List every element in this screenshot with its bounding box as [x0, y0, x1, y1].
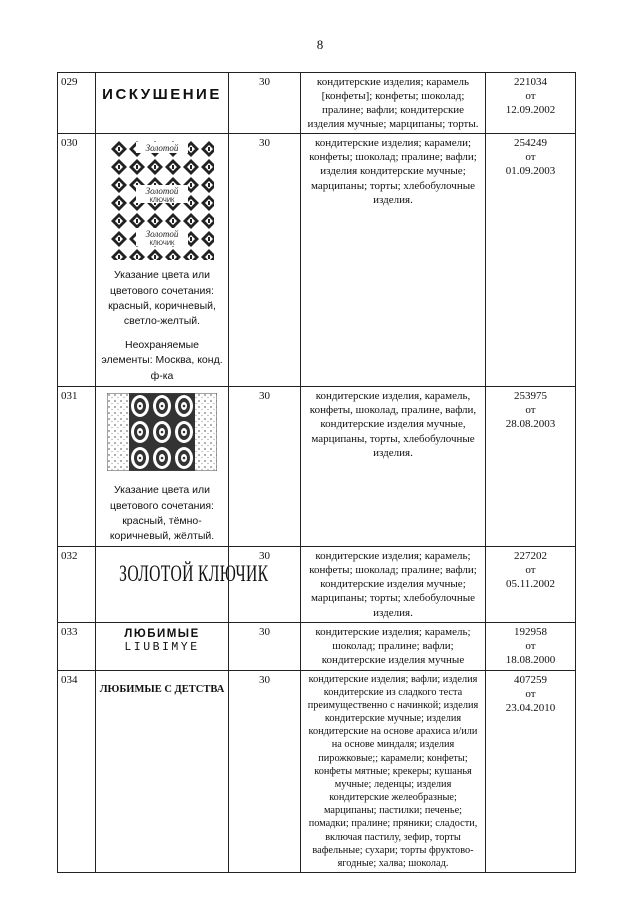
table-row — [58, 622, 576, 670]
registration-cell — [486, 73, 576, 134]
goods-list: кондитерские изделия; карамель; конфеты; шоколад; пралине; вафли; кондитерские изделия мучные; марципаны; торты; хлебобулочные изделия. — [301, 547, 486, 622]
ornament-wrapper-image — [107, 393, 217, 471]
trademark-register-table — [57, 72, 576, 873]
class-number: 30 — [229, 622, 301, 670]
trademark-cell — [96, 387, 229, 547]
registration-ot: от — [525, 404, 536, 417]
registration-number: 253975 — [514, 390, 547, 403]
trademark-wordmark: ЛЮБИМЫЕ — [124, 627, 200, 640]
table-row — [58, 670, 576, 873]
registration-ot: от — [525, 564, 536, 577]
registration-date: 05.11.2002 — [505, 578, 556, 591]
image-lettering: Золотой — [145, 143, 179, 154]
registration-date: 28.08.2003 — [505, 418, 556, 431]
image-lettering: Золотой — [145, 186, 179, 197]
trademark-cell — [96, 134, 229, 387]
goods-list: кондитерские изделия, карамель, конфеты, шоколад, пралине, вафли, кондитерские изделия мучные, марципаны, торты, хлебобулочные изделия. — [301, 387, 486, 547]
class-number: 30 — [229, 134, 301, 387]
table-row — [58, 134, 576, 387]
registration-number: 227202 — [514, 550, 547, 563]
goods-list: кондитерские изделия; карамель; шоколад; пралине; вафли; кондитерские изделия мучные — [301, 622, 486, 670]
registration-cell — [486, 670, 576, 873]
registration-cell — [486, 547, 576, 622]
class-number: 30 — [229, 670, 301, 873]
table-row — [58, 73, 576, 134]
trademark-cell — [96, 73, 229, 134]
entry-number: 030 — [58, 134, 96, 387]
color-indication-caption: Указание цвета или цветового сочетания: красный, тёмно-коричневый, жёлтый. — [109, 484, 215, 542]
entry-number: 033 — [58, 622, 96, 670]
trademark-wordmark: ИСКУШЕНИЕ — [102, 86, 222, 103]
registration-ot: от — [525, 151, 536, 164]
registration-date: 12.09.2002 — [505, 104, 556, 117]
trademark-wordmark: ЛЮБИМЫЕ С ДЕТСТВА — [99, 683, 225, 695]
table-row — [58, 547, 576, 622]
table-row — [58, 387, 576, 547]
entry-number: 034 — [58, 670, 96, 873]
registration-ot: от — [525, 639, 536, 652]
registration-date: 01.09.2003 — [505, 165, 556, 178]
goods-list: кондитерские изделия; вафли; изделия кондитерские из сладкого теста преимущественно с начинкой; изделия кондитерские мучные; изделия кондитерские на основе арахиса и/или на основе миндаля; изделия пирожковые;; карамели; конфеты; конфеты мятные; крекеры; кушанья мучные; леденцы; изделия кондитерские желеобразные; марципаны; пастилки; печенье; помадки; пралине; пряники; сладости, включая пастилу, зефир, торты вафельные; сухари; торты фруктово-ягодные; халва; шоколад. — [301, 670, 486, 873]
entry-number: 029 — [58, 73, 96, 134]
goods-list: кондитерские изделия; карамели; конфеты; шоколад; пралине; вафли; изделия кондитерские мучные; марципаны; торты; хлебобулочные изделия. — [301, 134, 486, 387]
trademark-cell — [96, 670, 229, 873]
entry-number: 032 — [58, 547, 96, 622]
registration-date: 18.08.2000 — [505, 653, 556, 666]
goods-list: кондитерские изделия; карамель [конфеты]; конфеты; шоколад; пралине; вафли; кондитерские изделия мучные; марципаны; торты. — [301, 73, 486, 134]
registration-ot: от — [525, 687, 536, 700]
registration-ot: от — [525, 90, 536, 103]
page-number: 8 — [316, 37, 324, 52]
registration-number: 407259 — [514, 673, 547, 686]
image-lettering: Золотой — [145, 229, 179, 240]
image-lettering: КЛЮЧИК — [149, 198, 175, 205]
unprotected-elements-caption: Неохраняемые элементы: Москва, конд. ф-ка — [101, 339, 223, 382]
registration-number: 254249 — [514, 137, 547, 150]
trademark-wordmark-latin: LIUBIMYE — [124, 641, 200, 655]
registration-cell — [486, 134, 576, 387]
class-number: 30 — [229, 73, 301, 134]
trademark-wordmark: ЗОЛОТОЙ КЛЮЧИК — [119, 561, 269, 587]
registration-number: 221034 — [514, 76, 547, 88]
registration-cell — [486, 387, 576, 547]
image-lettering: КЛЮЧИК — [149, 241, 175, 248]
trademark-cell — [96, 622, 229, 670]
color-indication-caption: Указание цвета или цветового сочетания: красный, коричневый, светло-желтый. — [108, 269, 216, 327]
entry-number: 031 — [58, 387, 96, 547]
class-number: 30 — [229, 547, 301, 622]
golden-key-wrapper-image — [110, 140, 214, 260]
registration-cell — [486, 622, 576, 670]
registration-date: 23.04.2010 — [505, 701, 556, 714]
class-number: 30 — [229, 387, 301, 547]
registration-number: 192958 — [514, 625, 547, 638]
